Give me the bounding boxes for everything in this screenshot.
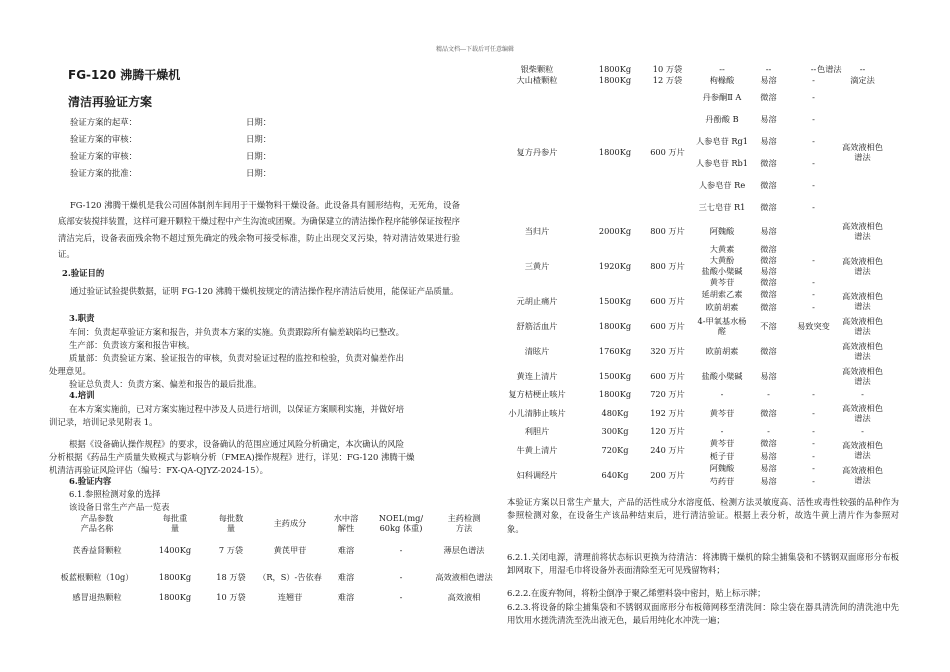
- table-cell: 舒筋活血片: [516, 320, 558, 331]
- table-row: [485, 426, 885, 438]
- table-cell: -: [399, 572, 403, 583]
- table-cell: 微溶: [760, 243, 777, 254]
- table-cell: 480Kg: [601, 407, 629, 418]
- table-cell: -: [812, 389, 815, 400]
- table-header-row: [49, 512, 495, 536]
- table-cell: 连翘苷: [277, 592, 303, 603]
- table-cell: 高效液相色谱法: [842, 220, 883, 241]
- table-cell: 易溶: [760, 266, 777, 277]
- table-cell: 易溶: [760, 136, 777, 147]
- table-cell: -: [812, 180, 815, 191]
- signature-drafter-label: 验证方案的起草：: [70, 117, 137, 127]
- table-cell: 高效液相色谱法: [842, 402, 883, 423]
- table-cell: 10 万袋: [652, 63, 683, 74]
- header-text: 产品参数: [80, 513, 114, 524]
- table-cell: -: [812, 158, 815, 169]
- table-cell: 7 万袋: [218, 544, 244, 555]
- table-cell: [787, 267, 840, 278]
- training-text-cont: 训记录，培训记录见附表 1。: [49, 417, 158, 427]
- table-cell: 盐酸小檗碱: [701, 266, 743, 277]
- table-cell: 复方丹参片: [516, 147, 558, 158]
- table-cell: -: [812, 202, 815, 213]
- table-cell: -: [812, 426, 815, 437]
- table-row: [485, 389, 885, 401]
- table-cell: 10 万袋: [216, 592, 246, 603]
- table-cell: 1800Kg: [598, 147, 632, 158]
- table-cell: 黄芩苷: [709, 277, 735, 288]
- table-cell: 丹参酮Ⅱ A: [702, 92, 742, 103]
- table-cell: 1800Kg: [598, 389, 632, 400]
- section-6-heading: 6.验证内容: [69, 476, 112, 486]
- table-row: [485, 463, 885, 476]
- table-cell: -: [812, 277, 815, 288]
- table-cell: 大黄素: [709, 243, 735, 254]
- table-cell: 300Kg: [601, 426, 629, 437]
- table-cell: -: [767, 389, 770, 400]
- table-cell: -: [399, 544, 403, 555]
- product-table-right: [485, 64, 885, 488]
- table-cell: 微溶: [760, 254, 777, 265]
- table-cell: -: [812, 136, 815, 147]
- signature-date-label: 日期：: [246, 168, 272, 178]
- table-cell: 微溶: [760, 289, 777, 300]
- table-cell: 高效液相色谱法: [435, 572, 493, 583]
- table-cell: -: [812, 92, 815, 103]
- table-cell: 栀子苷: [709, 450, 735, 461]
- table-cell: 黄连上清片: [516, 370, 558, 381]
- table-cell: 微溶: [760, 345, 777, 356]
- table-cell: 120 万片: [650, 426, 685, 437]
- table-cell: 800 万片: [650, 260, 685, 271]
- table-cell: -: [861, 389, 864, 400]
- risk-text: 分析根据《药品生产质量失败模式与影响分析（FMEA)操作规程》进行，详见：FG-120 沸腾干燥: [49, 452, 415, 462]
- table-cell: 18 万袋: [216, 572, 246, 583]
- document-title: FG-120 沸腾干燥机: [68, 68, 181, 82]
- table-cell: 1400Kg: [158, 544, 192, 555]
- duty-quality: 质量部：负责验证方案、验证报告的审核，负责对验证过程的监控和检验，负责对偏差作出: [69, 353, 404, 363]
- table-cell: 感冒退热颗粒: [72, 592, 122, 603]
- table-header-cell: [323, 512, 369, 536]
- table-cell: 难溶: [337, 544, 355, 555]
- table-cell: 滴定法: [850, 75, 875, 86]
- table-cell: [787, 219, 840, 244]
- table-cell: --: [719, 63, 725, 74]
- table-cell: --: [810, 63, 817, 74]
- header-text: 每批数: [218, 513, 244, 524]
- table-cell: 利胆片: [524, 426, 550, 437]
- table-header-cell: [49, 512, 145, 536]
- table-cell: 大山楂颗粒: [516, 75, 558, 86]
- table-cell: 不溶: [760, 320, 777, 331]
- signature-approver-label: 验证方案的批准：: [70, 168, 137, 178]
- table-cell: --: [765, 63, 772, 74]
- header-text: 解性: [337, 523, 355, 533]
- table-cell: 高效液相色谱法: [842, 464, 883, 485]
- table-cell: 易溶: [760, 225, 777, 236]
- table-row: [49, 591, 495, 605]
- table-cell: -: [812, 254, 815, 265]
- duty-quality-cont: 处理意见。: [49, 366, 91, 376]
- table-cell: 微溶: [760, 158, 777, 169]
- table-cell: 元胡止痛片: [516, 295, 558, 306]
- table-cell: 4-甲氧基水杨醛: [697, 315, 747, 336]
- table-cell: 易溶: [760, 463, 777, 474]
- table-cell: 欧前胡素: [705, 345, 739, 356]
- table-cell: 三七皂苷 R1: [698, 202, 746, 213]
- table-cell: 易致突变: [797, 320, 830, 331]
- table-cell: 微溶: [760, 301, 777, 312]
- table-cell: 1800Kg: [598, 75, 632, 86]
- table-cell: 高效液相色谱法: [842, 142, 883, 162]
- table-cell: 高效液相色谱法: [842, 340, 883, 361]
- risk-text: 机清洁再验证风险评估（编号：FX-QA-QJYZ-2024-15）。: [49, 465, 269, 475]
- signature-date-label: 日期：: [246, 151, 272, 161]
- table-cell: [787, 364, 840, 389]
- document-subtitle: 清洁再验证方案: [68, 95, 153, 109]
- header-text: 方法: [455, 523, 473, 533]
- cleaning-step-2: 6.2.2.在废弃物间，将粉尘倒净于聚乙烯塑料袋中密封，贴上标示牌；: [507, 588, 766, 598]
- table-cell: 板蓝根颗粒（10g）: [60, 572, 134, 583]
- table-cell: 芍药苷: [709, 475, 735, 486]
- table-cell: 人参皂苷 Rb1: [696, 158, 748, 169]
- table-cell: 黄芩苷: [709, 407, 735, 418]
- table-cell: 12 万袋: [652, 75, 683, 86]
- table-cell: 复方桔梗止咳片: [508, 389, 566, 400]
- intro-paragraph: FG-120 沸腾干燥机是我公司固体制剂车间用于干燥物料干燥设备。此设备具有圆形结构，无死角，设备底部安装搅拌装置，这样可避开颗粒干燥过程中产生沟流或团聚。为确保建立的清洁操作程序能够保证按程序清洁完后，设备表面残余物不超过预先确定的残余物可接受标准，防止出现交叉污染，特对清洁效果进行验证。: [58, 200, 460, 260]
- table-cell: 高效液相色谱法: [842, 315, 883, 336]
- table-row: [485, 314, 885, 339]
- table-cell: 易溶: [760, 114, 777, 125]
- table-cell: 1800Kg: [158, 592, 192, 603]
- table-cell: -: [767, 426, 770, 437]
- table-cell: -: [812, 301, 815, 312]
- table-cell: -: [812, 463, 815, 474]
- table-cell: [787, 244, 840, 255]
- table-cell: 薄层色谱法: [443, 544, 485, 555]
- table-cell: [787, 339, 840, 364]
- table-cell: 高效液相: [447, 592, 481, 603]
- signature-reviewer-label: 验证方案的审核：: [70, 151, 137, 161]
- table-row: [485, 401, 885, 426]
- table-caption: 该设备日常生产产品一览表: [69, 502, 170, 512]
- table-cell: 盐酸小檗碱: [701, 370, 743, 381]
- section-3-heading: 3.职责: [69, 313, 95, 323]
- signature-reviewer-label: 验证方案的审核：: [70, 134, 137, 144]
- header-text: 量: [170, 523, 180, 533]
- table-row: [485, 289, 885, 302]
- table-cell: 黄芪甲苷: [273, 544, 307, 555]
- table-cell: -: [812, 450, 815, 461]
- table-cell: 高效液相色谱法: [842, 439, 883, 460]
- table-cell: 微溶: [760, 277, 777, 288]
- table-cell: 芪香益肾颗粒: [72, 544, 122, 555]
- table-header-cell: [145, 512, 205, 536]
- table-row: [485, 219, 885, 244]
- table-cell: 1800Kg: [598, 63, 632, 74]
- table-cell: -: [812, 75, 815, 86]
- table-cell: 黄芩苷: [709, 438, 735, 449]
- table-row: [485, 438, 885, 451]
- table-cell: 600 万片: [650, 147, 685, 158]
- table-cell: -: [812, 407, 815, 418]
- table-row: [49, 565, 495, 591]
- selection-rationale: 本验证方案以日常生产量大，产品的活性成分水溶度低、检测方法灵敏度高、活性或毒性较强的品种作为参照检测对象，在设备生产该品种结束后，进行清洁验证。根据上表分析，故选牛黄上清片作为参照对象。: [507, 497, 899, 534]
- table-cell: -: [861, 426, 864, 437]
- table-cell: 小儿清肺止咳片: [508, 407, 566, 418]
- table-cell: 240 万片: [650, 444, 685, 455]
- table-cell: 难溶: [337, 592, 355, 603]
- table-row: [485, 339, 885, 364]
- duty-workshop: 车间：负责起草验证方案和报告，并负责本方案的实施。负责跟踪所有偏差缺陷均已整改。: [69, 327, 404, 337]
- table-cell: 600 万片: [650, 295, 685, 306]
- table-cell: 易溶: [760, 370, 777, 381]
- table-cell: -: [812, 438, 815, 449]
- table-cell: 1760Kg: [598, 345, 632, 356]
- header-text: 产品名称: [80, 523, 114, 533]
- table-cell: 640Kg: [601, 469, 629, 480]
- header-text: 主药检测: [447, 513, 481, 524]
- table-cell: 高效液相色谱法: [842, 365, 883, 386]
- table-cell: 192 万片: [650, 407, 685, 418]
- table-row: [485, 364, 885, 389]
- header-text: NOEL(mg/: [378, 513, 424, 524]
- header-text: 每批重: [162, 513, 188, 524]
- table-cell: 微溶: [760, 180, 777, 191]
- table-cell: 800 万片: [650, 225, 685, 236]
- table-cell: 微溶: [760, 407, 777, 418]
- risk-text: 根据《设备确认操作规程》的要求，设备确认的范围应通过风险分析确定，本次确认的风险: [69, 439, 404, 449]
- table-cell: 600 万片: [650, 320, 685, 331]
- table-cell: 银柴颗粒: [520, 63, 554, 74]
- table-cell: 三黄片: [524, 260, 550, 271]
- table-cell: 阿魏酸: [709, 463, 735, 474]
- table-header-cell: [205, 512, 257, 536]
- table-cell: 高效液相色谱法: [842, 290, 883, 311]
- table-row: [485, 64, 885, 75]
- table-row: [485, 244, 885, 255]
- table-cell: 1920Kg: [598, 260, 632, 271]
- table-cell: 1500Kg: [598, 370, 632, 381]
- table-cell: 牛黄上清片: [516, 444, 558, 455]
- duty-manager: 验证总负责人：负责方案、偏差和报告的最后批准。: [69, 379, 262, 389]
- table-cell: 人参皂苷 Re: [698, 180, 746, 191]
- table-row: [485, 75, 885, 87]
- table-cell: -: [720, 389, 724, 400]
- header-text: 量: [226, 523, 236, 533]
- table-row: [485, 87, 885, 109]
- section-4-heading: 4.培训: [69, 390, 95, 400]
- table-header-cell: [433, 512, 495, 536]
- table-cell: -: [812, 114, 815, 125]
- table-cell: 易溶: [760, 450, 777, 461]
- signature-date-label: 日期：: [246, 134, 272, 144]
- header-text: 主药成分: [273, 518, 307, 529]
- page-header-note: 精品文档---下载后可任意编辑: [435, 46, 515, 53]
- table-cell: 阿魏酸: [709, 225, 735, 236]
- table-cell: 大黄酚: [709, 254, 735, 265]
- table-cell: 200 万片: [650, 469, 685, 480]
- table-cell: 微溶: [760, 438, 777, 449]
- table-cell: --: [859, 63, 866, 74]
- table-cell: 当归片: [524, 225, 550, 236]
- section-6-1-heading: 6.1.参照检测对象的选择: [69, 489, 161, 499]
- table-cell: 600 万片: [650, 370, 685, 381]
- table-cell: 枸橼酸: [709, 75, 735, 86]
- table-cell: -: [720, 426, 724, 437]
- table-cell: -: [812, 289, 815, 300]
- table-cell: 欧前胡素: [705, 301, 739, 312]
- header-text: 水中溶: [333, 513, 359, 524]
- table-cell: 720 万片: [650, 389, 685, 400]
- table-cell: 丹酚酸 B: [705, 114, 739, 125]
- table-cell: -: [812, 475, 815, 486]
- table-header-cell: [369, 512, 433, 536]
- table-cell: 易溶: [760, 475, 777, 486]
- table-header-cell: [257, 512, 323, 536]
- table-cell: 微溶: [760, 92, 777, 103]
- section-2-heading: 2.验证目的: [62, 268, 105, 278]
- table-cell: 延胡索乙素: [701, 289, 743, 300]
- table-cell: 难溶: [337, 572, 355, 583]
- table-cell: 720Kg: [601, 444, 629, 455]
- table-cell: 1500Kg: [598, 295, 632, 306]
- duty-production: 生产部：负责该方案和报告审核。: [69, 340, 195, 350]
- header-text: 60kg 体重): [379, 523, 423, 533]
- table-cell: 1800Kg: [598, 320, 632, 331]
- product-table-left: [49, 512, 495, 605]
- table-cell: 妇科调经片: [516, 469, 558, 480]
- table-cell: 320 万片: [650, 345, 685, 356]
- table-row: [49, 536, 495, 565]
- table-cell: 高效液相色谱法: [842, 255, 883, 276]
- signature-date-label: 日期：: [246, 117, 272, 127]
- section-2-text: 通过验证试验提供数据，证明 FG-120 沸腾干燥机按规定的清洁操作程序清洁后使用，能保证产品质量。: [70, 286, 459, 296]
- table-cell: 清眩片: [524, 345, 550, 356]
- cleaning-step-1: 6.2.1.关闭电源，清理前将状态标识更换为待清洁：将沸腾干燥机的除尘捕集袋和不锈钢双面席形分布板卸网取下，用湿毛巾将设备外表面清除至无可见残留物料；: [507, 552, 899, 576]
- table-cell: 易溶: [760, 75, 777, 86]
- cleaning-step-3: 6.2.3.将设备的除尘捕集袋和不锈钢双面席形分布板筛网移至清洗间：除尘袋在器具清洗间的清洗池中先用饮用水搓洗清洗至洗出液无色，最后用纯化水冲洗一遍；: [507, 602, 899, 626]
- table-cell: 1800Kg: [158, 572, 192, 583]
- training-text: 在本方案实施前，已对方案实施过程中涉及人员进行培训，以保证方案顺利实施，并做好培: [69, 404, 404, 414]
- table-cell: 人参皂苷 Rg1: [696, 136, 748, 147]
- table-cell: 2000Kg: [598, 225, 632, 236]
- table-cell: （R，S）-告依春: [258, 572, 322, 583]
- table-cell: -: [399, 592, 403, 603]
- table-carryover-method: 色谱法: [817, 64, 842, 74]
- table-cell: 微溶: [760, 202, 777, 213]
